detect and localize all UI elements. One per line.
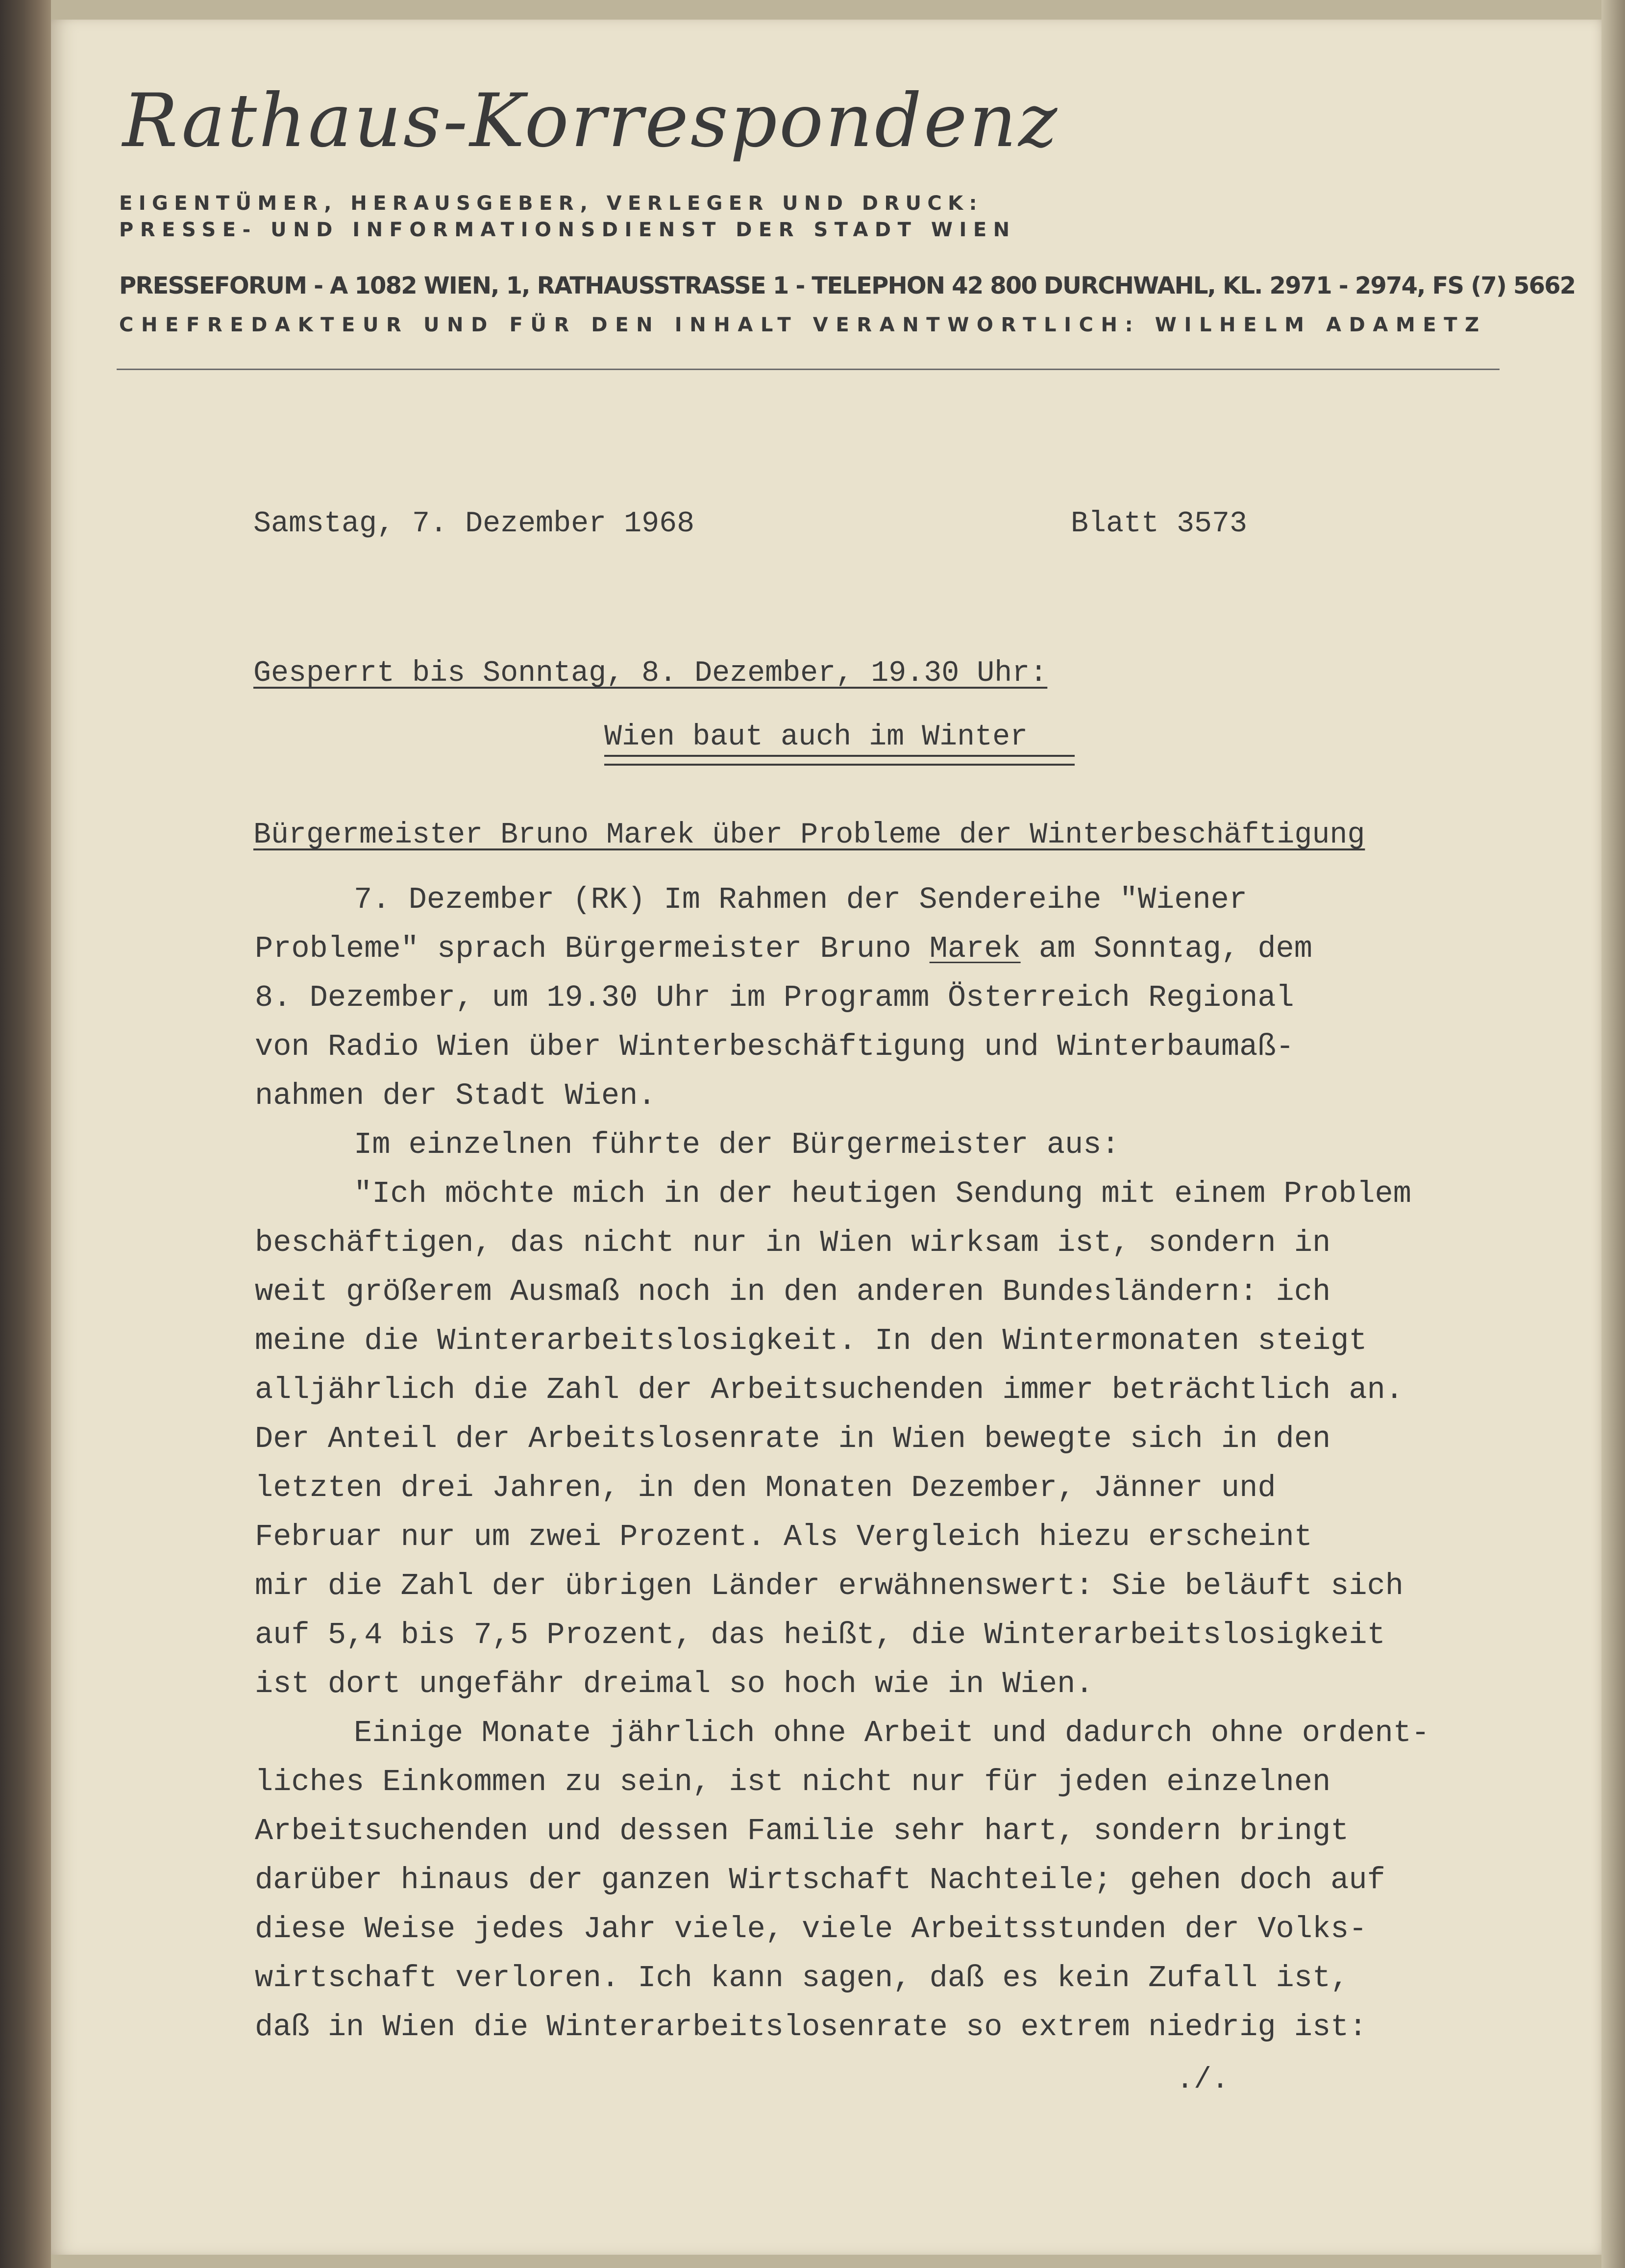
body-line: nahmen der Stadt Wien. bbox=[255, 1078, 656, 1113]
masthead-title: Rathaus-Korrespondenz bbox=[123, 78, 1059, 164]
owner-line-2: PRESSE- UND INFORMATIONSDIENST DER STADT WIEN bbox=[119, 219, 1016, 241]
embargo-notice: Gesperrt bis Sonntag, 8. Dezember, 19.30 Uhr: bbox=[253, 657, 1048, 690]
header-rule bbox=[117, 369, 1500, 370]
title-double-underline bbox=[604, 755, 1075, 766]
body-line: 7. Dezember (RK) Im Rahmen der Sendereihe "Wiener bbox=[354, 882, 1248, 917]
editor-line: CHEFREDAKTEUR UND FÜR DEN INHALT VERANTWORTLICH: WILHELM ADAMETZ bbox=[119, 314, 1487, 336]
body-line: liches Einkommen zu sein, ist nicht nur für jeden einzelnen bbox=[255, 1765, 1331, 1799]
body-line: auf 5,4 bis 7,5 Prozent, das heißt, die Winterarbeitslosigkeit bbox=[255, 1618, 1385, 1652]
book-binding bbox=[0, 0, 51, 2268]
article-subtitle: Bürgermeister Bruno Marek über Probleme der Winterbeschäftigung bbox=[253, 819, 1365, 852]
owner-line-1: EIGENTÜMER, HERAUSGEBER, VERLEGER UND DRUCK: bbox=[119, 192, 983, 215]
body-line: Februar nur um zwei Prozent. Als Vergleich hiezu erscheint bbox=[255, 1520, 1312, 1554]
page-edge bbox=[1601, 0, 1625, 2268]
name-underlined: Marek bbox=[929, 931, 1021, 966]
article-title: Wien baut auch im Winter bbox=[604, 721, 1028, 754]
body-text: am Sonntag, dem bbox=[1020, 931, 1312, 966]
document-date: Samstag, 7. Dezember 1968 bbox=[253, 507, 695, 541]
body-line bbox=[255, 931, 1312, 966]
body-line: Im einzelnen führte der Bürgermeister aus: bbox=[354, 1127, 1120, 1162]
body-line: meine die Winterarbeitslosigkeit. In den Wintermonaten steigt bbox=[255, 1323, 1367, 1358]
continuation-mark: ./. bbox=[1176, 2064, 1230, 2097]
body-line: alljährlich die Zahl der Arbeitsuchenden immer beträchtlich an. bbox=[255, 1372, 1403, 1407]
body-line: diese Weise jedes Jahr viele, viele Arbeitsstunden der Volks- bbox=[255, 1912, 1367, 1946]
sheet-number: Blatt 3573 bbox=[1071, 507, 1248, 541]
body-line: von Radio Wien über Winterbeschäftigung und Winterbaumaß- bbox=[255, 1029, 1294, 1064]
body-line: daß in Wien die Winterarbeitslosenrate so extrem niedrig ist: bbox=[255, 2010, 1367, 2044]
body-line: 8. Dezember, um 19.30 Uhr im Programm Österreich Regional bbox=[255, 980, 1294, 1015]
body-line: ist dort ungefähr dreimal so hoch wie in Wien. bbox=[255, 1667, 1094, 1701]
body-line: darüber hinaus der ganzen Wirtschaft Nachteile; gehen doch auf bbox=[255, 1863, 1385, 1897]
body-line: mir die Zahl der übrigen Länder erwähnenswert: Sie beläuft sich bbox=[255, 1569, 1403, 1603]
body-line: letzten drei Jahren, in den Monaten Dezember, Jänner und bbox=[255, 1470, 1276, 1505]
body-line: "Ich möchte mich in der heutigen Sendung mit einem Problem bbox=[354, 1176, 1411, 1211]
body-line: Der Anteil der Arbeitslosenrate in Wien bewegte sich in den bbox=[255, 1421, 1331, 1456]
body-line: beschäftigen, das nicht nur in Wien wirksam ist, sondern in bbox=[255, 1225, 1331, 1260]
address-line: PRESSEFORUM - A 1082 WIEN, 1, RATHAUSSTRASSE 1 - TELEPHON 42 800 DURCHWAHL, KL. 2971 - 2974, FS (7) 5662 bbox=[119, 272, 1576, 299]
body-line: wirtschaft verloren. Ich kann sagen, daß es kein Zufall ist, bbox=[255, 1961, 1349, 1995]
body-line: Arbeitsuchenden und dessen Familie sehr hart, sondern bringt bbox=[255, 1814, 1349, 1848]
body-line: Einige Monate jährlich ohne Arbeit und dadurch ohne ordent- bbox=[354, 1716, 1430, 1750]
body-text: Probleme" sprach Bürgermeister Bruno bbox=[255, 931, 930, 966]
body-line: weit größerem Ausmaß noch in den anderen Bundesländern: ich bbox=[255, 1274, 1331, 1309]
